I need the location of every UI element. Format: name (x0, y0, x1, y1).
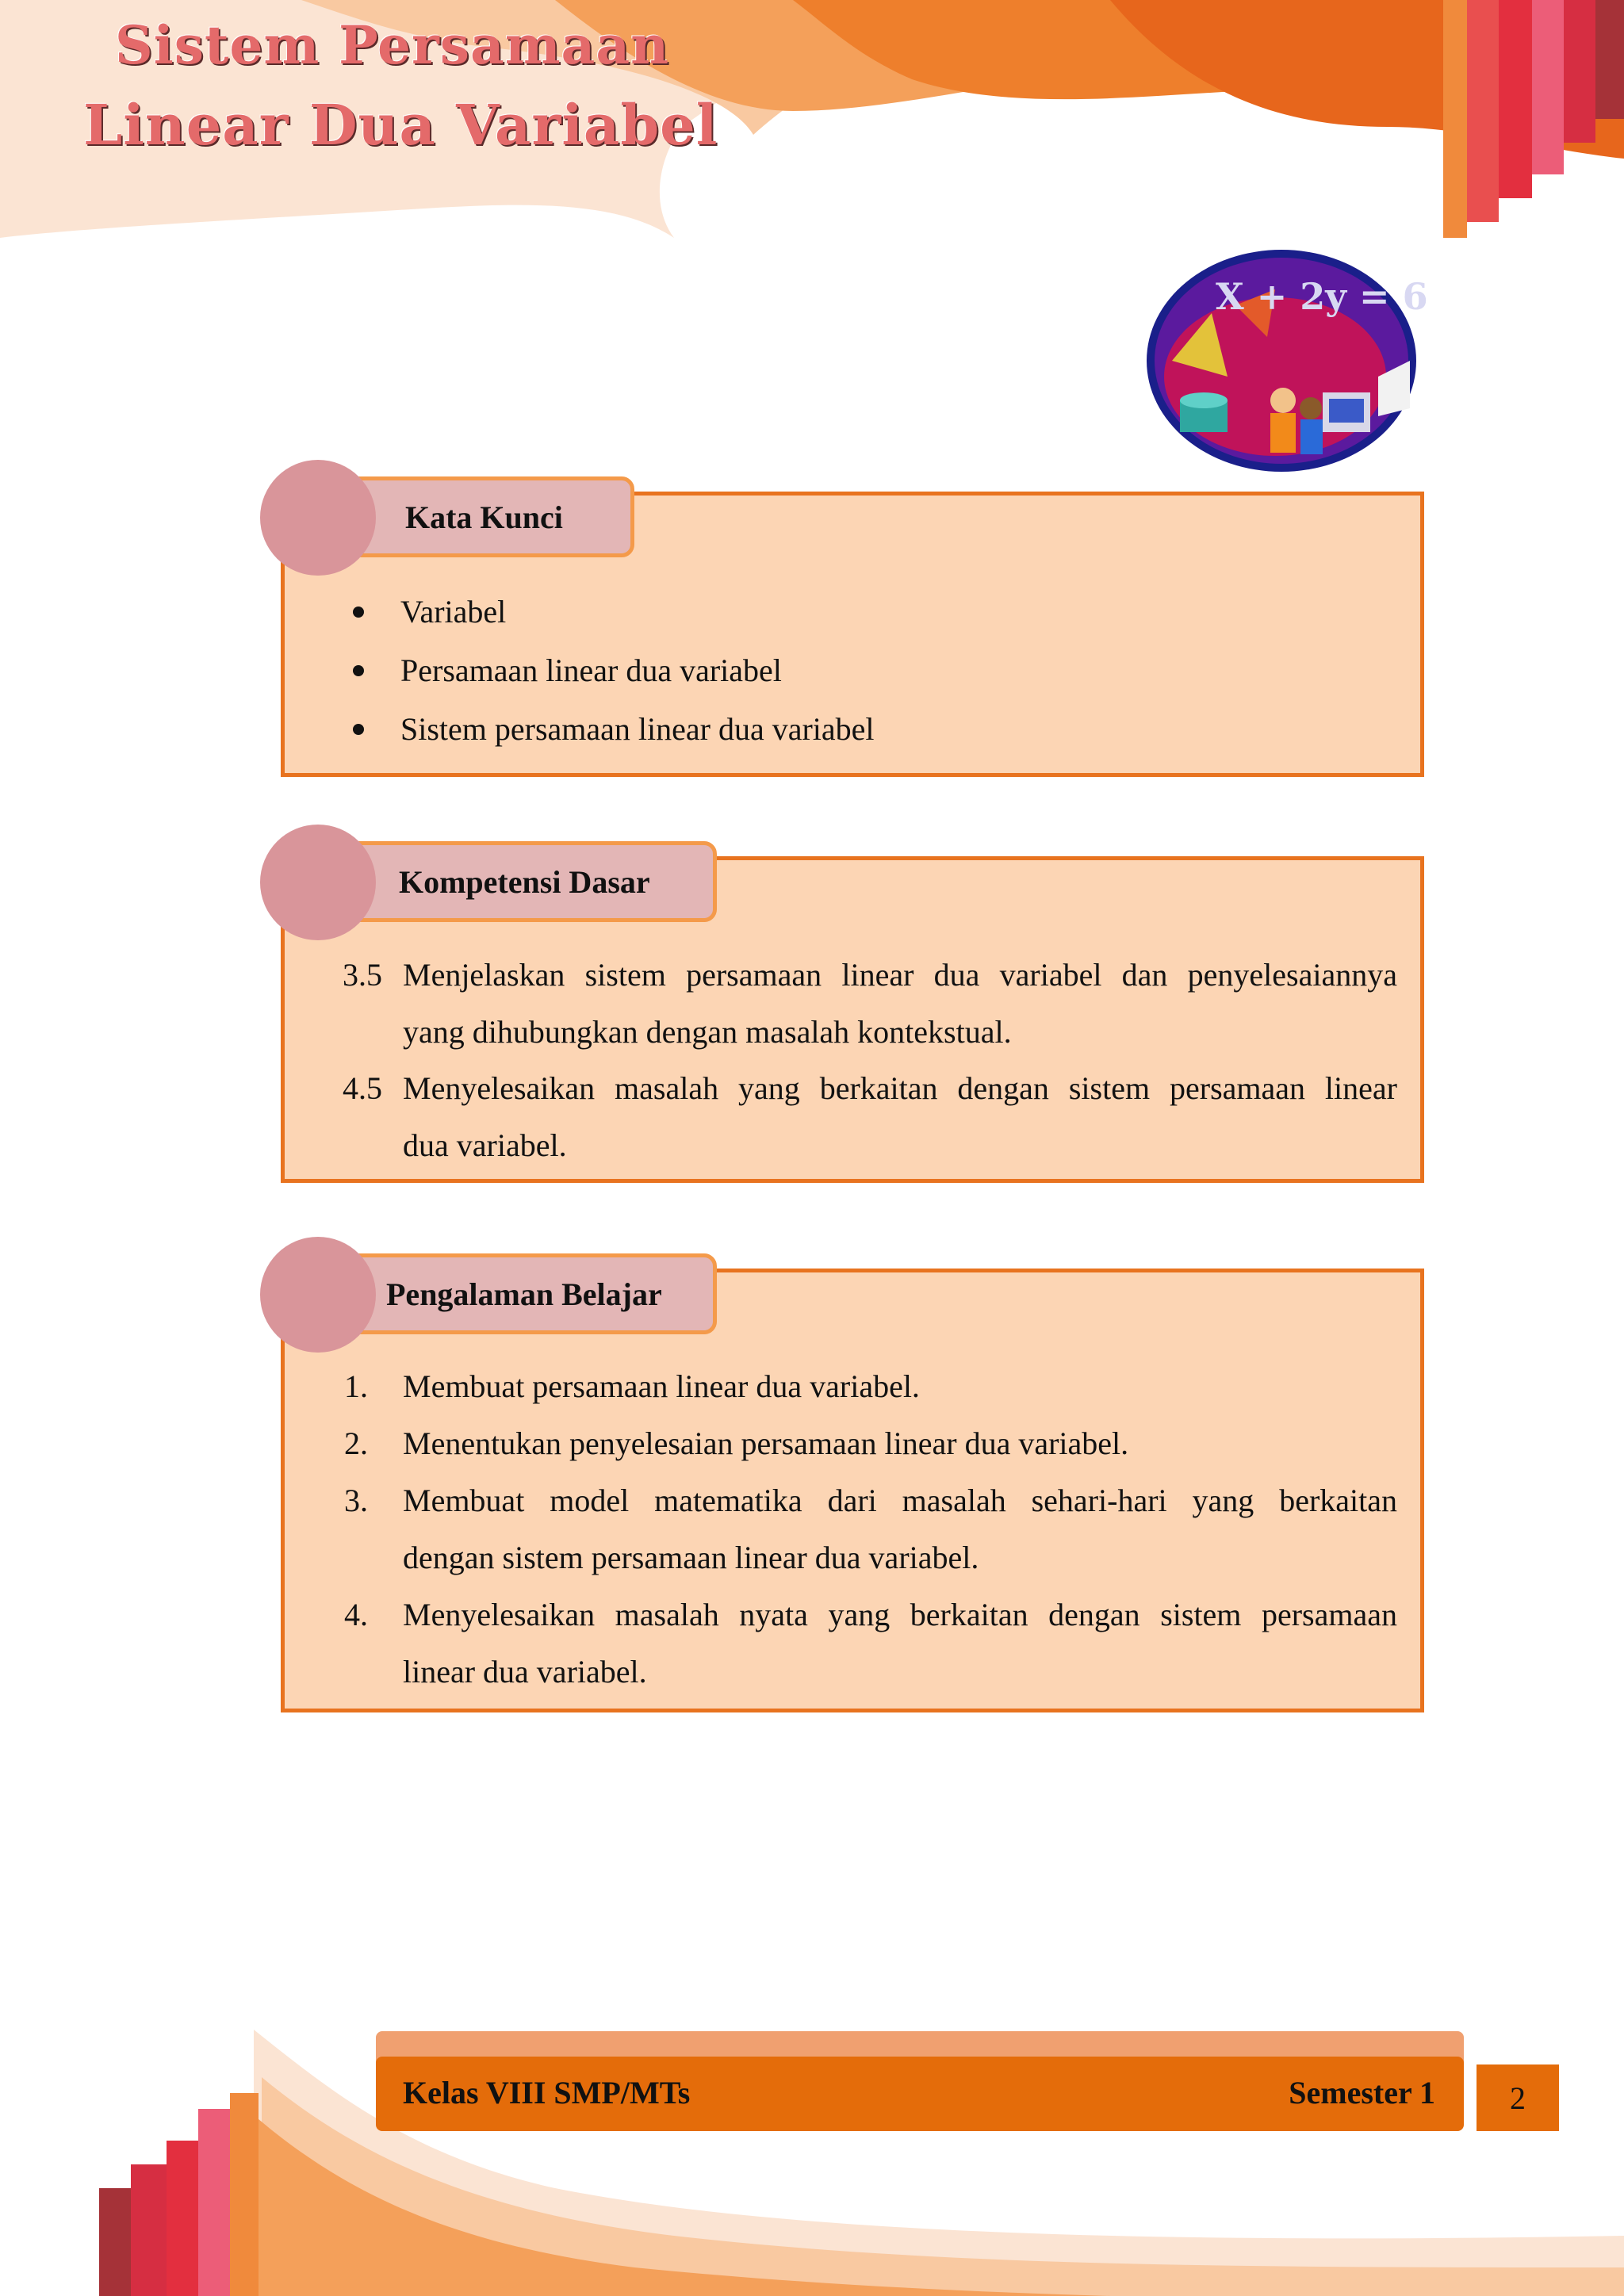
footer-semester-label: Semester 1 (1289, 2075, 1435, 2110)
bullet-icon (353, 607, 364, 618)
competency-heading: Kompetensi Dasar (399, 863, 650, 900)
chapter-title-line-2: Linear Dua Variabel (83, 92, 718, 158)
learning-number: 4. (344, 1597, 368, 1632)
competency-tab (333, 841, 717, 922)
bullet-icon (353, 724, 364, 735)
keywords-tab (333, 476, 634, 557)
competency-item: 4.5 Menyelesaikan masalah yang berkaitan dengan sistem persamaan linear dua variabel. (343, 1060, 1397, 1174)
learning-heading: Pengalaman Belajar (386, 1276, 662, 1312)
keyword-item: Sistem persamaan linear dua variabel (353, 710, 875, 748)
competency-number: 3.5 (343, 957, 382, 993)
competency-item: 3.5 Menjelaskan sistem persamaan linear dua variabel dan penyelesaiannya yang dihubungkan dengan masalah kontekstual. (343, 947, 1397, 1061)
keyword-item: Persamaan linear dua variabel (353, 652, 782, 689)
keywords-heading: Kata Kunci (405, 499, 563, 535)
competency-number: 4.5 (343, 1070, 382, 1106)
page-number: 2 (1477, 2064, 1559, 2131)
chapter-title-line-1: Sistem Persamaan (115, 14, 670, 76)
equation-text: X + 2y = 6 (1216, 275, 1428, 318)
learning-number: 1. (344, 1368, 368, 1404)
learning-number: 2. (344, 1425, 368, 1461)
learning-circle (260, 1237, 376, 1353)
learning-item: 2. Menentukan penyelesaian persamaan linear dua variabel. (344, 1415, 1397, 1472)
footer-bar (376, 2057, 1464, 2131)
learning-item: 1. Membuat persamaan linear dua variabel. (344, 1358, 1397, 1415)
bullet-icon (353, 665, 364, 676)
competency-circle (260, 825, 376, 940)
learning-tab (333, 1253, 717, 1334)
learning-item: 4. Menyelesaikan masalah nyata yang berkaitan dengan sistem persamaan linear dua variabel. (344, 1586, 1397, 1701)
footer-class-label: Kelas VIII SMP/MTs (403, 2075, 691, 2110)
learning-item: 3. Membuat model matematika dari masalah sehari-hari yang berkaitan dengan sistem persamaan linear dua variabel. (344, 1472, 1397, 1586)
math-illustration (1124, 242, 1446, 489)
keyword-item: Variabel (353, 593, 506, 630)
keywords-circle (260, 460, 376, 576)
learning-number: 3. (344, 1483, 368, 1518)
